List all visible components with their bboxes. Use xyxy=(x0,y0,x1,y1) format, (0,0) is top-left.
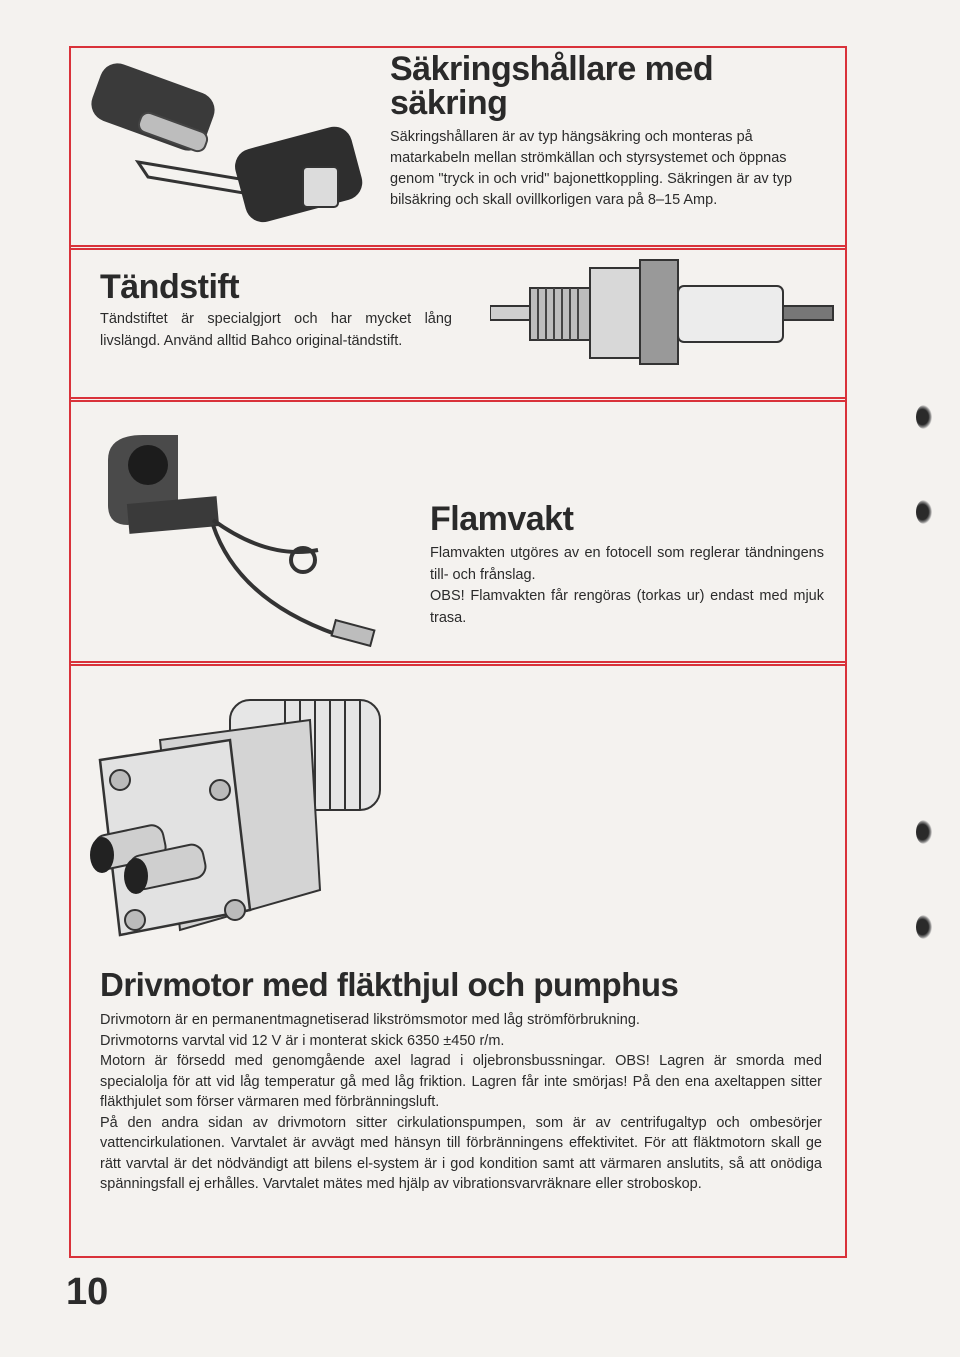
section-divider xyxy=(69,245,847,250)
section-divider xyxy=(69,397,847,402)
fuse-holder-text: Säkringshållaren är av typ hängsäkring och monteras på matarkabeln mellan strömkällan och styrsystemet och öppnas genom "tryck in och vrid" bajonettkoppling. Säkringen är av typ bilsäkring och skall ovillkorligen vara på 8–15 Amp. xyxy=(390,129,793,208)
spark-plug-text: Tändstiftet är specialgjort och har mycket lång livslängd. Använd alltid Bahco original-tändstift. xyxy=(100,311,452,349)
drive-motor-paragraph: Motorn är försedd med genomgående axel lagrad i oljebronsbussningar. OBS! Lagren är smorda med specialolja för att vid låg temperatur gå med låg friktion. Lagren får inte smörjas! På den ena axeltappen sitter fläkthjulet som förser värmaren med förbränningsluft. xyxy=(100,1053,822,1110)
drive-motor-paragraph: Drivmotorn är en permanentmagnetiserad likströmsmotor med låg strömförbrukning. xyxy=(100,1012,640,1028)
flame-guard-illustration xyxy=(88,430,418,655)
drive-motor-illustration xyxy=(80,680,410,950)
flame-guard-text-2: OBS! Flamvakten får rengöras (torkas ur) endast med mjuk trasa. xyxy=(430,588,824,626)
flame-guard-title: Flamvakt xyxy=(430,500,574,538)
binder-hole xyxy=(916,915,932,939)
drive-motor-text xyxy=(100,1010,822,1195)
fuse-holder-title: Säkringshållare med säkring xyxy=(390,50,714,122)
drive-motor-paragraph: Drivmotorns varvtal vid 12 V är i monterat skick 6350 ±450 r/m. xyxy=(100,1032,505,1049)
spark-plug-illustration xyxy=(490,258,835,366)
page-number: 10 xyxy=(66,1271,109,1313)
drive-motor-paragraph: På den andra sidan av drivmotorn sitter cirkulationspumpen, som är av centrifugaltyp och ombesörjer vattencirkulationen. Varvtalet är avvägt med hänsyn till förbränningens effektivitet. För att fläktmotorn skall ge rätt varvtal är det nödvändigt att bilens el-system är i god kondition samt att värmaren anslutits, så att onödiga spänningsfall ej erhålles. Varvtalet mätes med hjälp av vibrationsvarvräknare eller stroboskop. xyxy=(100,1114,822,1192)
binder-hole xyxy=(916,500,932,524)
binder-hole xyxy=(916,820,932,844)
drive-motor-title: Drivmotor med fläkthjul och pumphus xyxy=(100,966,679,1003)
spark-plug-title: Tändstift xyxy=(100,268,240,306)
flame-guard-text-1: Flamvakten utgöres av en fotocell som reglerar tändningens till- och frånslag. xyxy=(430,545,824,583)
binder-hole xyxy=(916,405,932,429)
flame-guard-text xyxy=(430,543,824,629)
section-divider xyxy=(69,661,847,666)
fuse-holder-illustration xyxy=(78,52,378,237)
